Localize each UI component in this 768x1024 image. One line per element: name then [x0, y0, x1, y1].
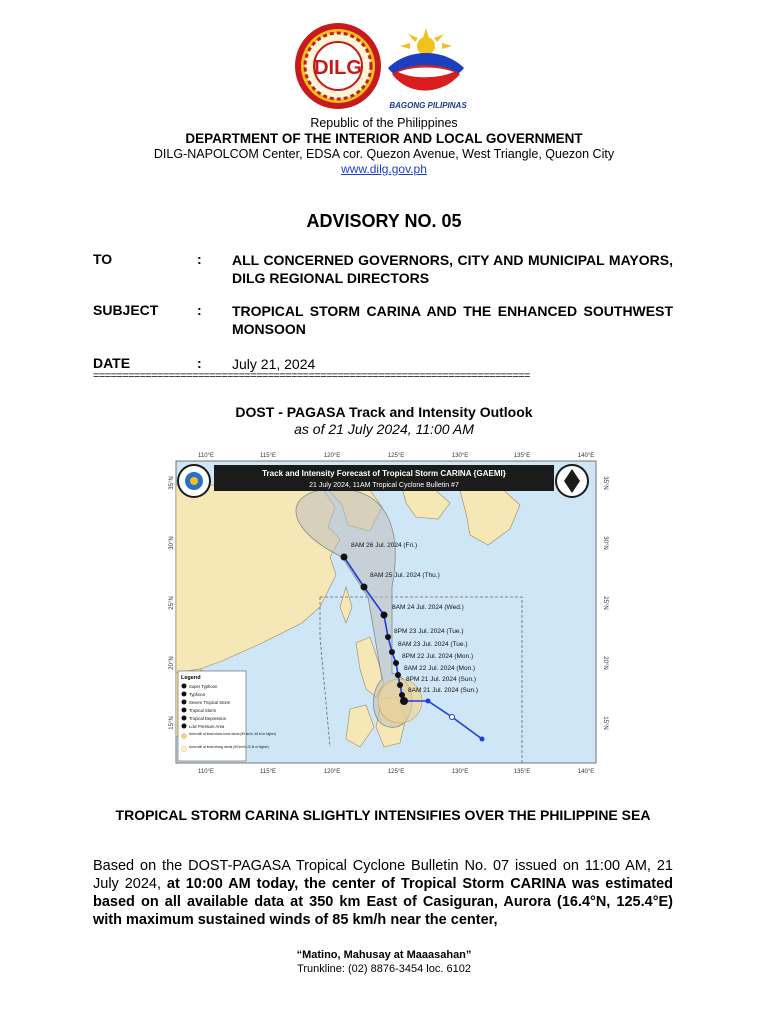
- svg-text:135°E: 135°E: [513, 769, 531, 775]
- svg-text:8AM 23 Jul. 2024 (Tue.): 8AM 23 Jul. 2024 (Tue.): [398, 641, 468, 648]
- storm-headline: TROPICAL STORM CARINA SLIGHTLY INTENSIFIES OVER THE PHILIPPINE SEA: [115, 807, 651, 823]
- past-point: [426, 699, 431, 704]
- to-colon: :: [197, 251, 202, 267]
- legend-title: Legend: [181, 675, 201, 681]
- advisory-title: ADVISORY NO. 05: [306, 211, 462, 231]
- svg-text:20°N: 20°N: [602, 656, 608, 670]
- svg-text:125°E: 125°E: [387, 453, 405, 459]
- pagasa-logo: [178, 465, 210, 497]
- logo-area: [0, 22, 768, 117]
- separator-rule: ===========================================================================: [93, 370, 530, 382]
- bagong-pilipinas-logo: [378, 28, 474, 104]
- subject-label: SUBJECT: [93, 302, 159, 318]
- svg-text:8PM 23 Jul. 2024 (Tue.): 8PM 23 Jul. 2024 (Tue.): [394, 628, 464, 635]
- svg-text:120°E: 120°E: [323, 453, 341, 459]
- outlook-heading: [0, 404, 768, 438]
- dost-logo: [556, 465, 588, 497]
- website-link[interactable]: www.dilg.gov.ph: [341, 162, 427, 176]
- legend-wind-note: Area with at least strong winds (39 km/h, 22 kt or higher): [189, 745, 269, 749]
- republic-line: Republic of the Philippines: [310, 116, 458, 130]
- bagong-pilipinas-text: BAGONG PILIPINAS: [389, 101, 467, 110]
- outlook-subtitle: as of 21 July 2024, 11:00 AM: [294, 421, 474, 437]
- footer-trunkline: Trunkline: (02) 8876-3454 loc. 6102: [297, 963, 471, 975]
- svg-text:35°N: 35°N: [169, 476, 175, 490]
- para-normal: Based on the DOST-PAGASA Tropical Cyclone Bulletin No. 07 issued on 11:00 AM, 21 July 2024,: [93, 858, 673, 892]
- dilg-seal-logo: [294, 22, 382, 110]
- legend-item: Tropical Storm: [189, 708, 217, 713]
- to-value: ALL CONCERNED GOVERNORS, CITY AND MUNICIPAL MAYORS, DILG REGIONAL DIRECTORS: [232, 252, 673, 286]
- svg-text:8PM 21 Jul. 2024 (Sun.): 8PM 21 Jul. 2024 (Sun.): [406, 676, 477, 683]
- svg-text:8AM 24 Jul. 2024 (Wed.): 8AM 24 Jul. 2024 (Wed.): [392, 604, 464, 611]
- legend-item: Low Pressure Area: [189, 724, 225, 729]
- department-name: DEPARTMENT OF THE INTERIOR AND LOCAL GOVERNMENT: [185, 131, 583, 146]
- svg-text:125°E: 125°E: [387, 769, 405, 775]
- past-point: [480, 737, 485, 742]
- past-point: [450, 715, 455, 720]
- address-line: DILG-NAPOLCOM Center, EDSA cor. Quezon Avenue, West Triangle, Quezon City: [153, 147, 615, 161]
- svg-text:115°E: 115°E: [260, 769, 276, 775]
- svg-text:8AM 22 Jul. 2024 (Mon.): 8AM 22 Jul. 2024 (Mon.): [404, 665, 476, 672]
- svg-text:8PM 22 Jul. 2024 (Mon.): 8PM 22 Jul. 2024 (Mon.): [402, 653, 474, 660]
- svg-text:DILG: DILG: [314, 57, 362, 79]
- svg-text:140°E: 140°E: [577, 769, 595, 775]
- footer-motto: “Matino, Mahusay at Maaasahan”: [296, 949, 472, 961]
- svg-text:8AM 25 Jul. 2024 (Thu.): 8AM 25 Jul. 2024 (Thu.): [370, 572, 440, 579]
- to-label: TO: [93, 251, 113, 267]
- bulletin-paragraph: [93, 857, 673, 929]
- svg-text:15°N: 15°N: [169, 716, 175, 730]
- svg-text:30°N: 30°N: [169, 536, 175, 550]
- subject-value: TROPICAL STORM CARINA AND THE ENHANCED SOUTHWEST MONSOON: [232, 303, 673, 337]
- letterhead: [0, 116, 768, 177]
- legend-item: Super Typhoon: [189, 684, 218, 689]
- svg-text:130°E: 130°E: [451, 769, 469, 775]
- svg-text:8AM 21 Jul. 2024 (Sun.): 8AM 21 Jul. 2024 (Sun.): [408, 687, 479, 694]
- svg-text:115°E: 115°E: [260, 453, 276, 459]
- svg-text:130°E: 130°E: [451, 453, 469, 459]
- svg-text:20°N: 20°N: [169, 656, 175, 670]
- svg-text:25°N: 25°N: [169, 596, 175, 610]
- legend-item: Severe Tropical Storm: [189, 700, 231, 705]
- legend-item: Tropical Depression: [189, 716, 227, 721]
- date-label: DATE: [93, 355, 131, 371]
- legend-wind-note: Area with at least storm-force winds (89 km/h, 48 kt or higher): [189, 732, 276, 736]
- svg-text:135°E: 135°E: [513, 453, 531, 459]
- svg-text:110°E: 110°E: [198, 453, 214, 459]
- svg-text:120°E: 120°E: [323, 769, 341, 775]
- svg-text:8AM 26 Jul. 2024 (Fri.): 8AM 26 Jul. 2024 (Fri.): [351, 542, 418, 549]
- para-bold: at 10:00 AM today, the center of Tropical Storm CARINA was estimated based on all available data at 350 km East of Casiguran, Aurora (16.4°N, 125.4°E) with maximum sustained winds of 85 km/h near the center,: [93, 876, 673, 928]
- map-banner-title: Track and Intensity Forecast of Tropical Storm CARINA {GAEMI}: [262, 469, 506, 478]
- svg-text:110°E: 110°E: [198, 769, 214, 775]
- date-colon: :: [197, 355, 202, 371]
- svg-text:140°E: 140°E: [577, 453, 595, 459]
- footer: [0, 948, 768, 976]
- svg-text:15°N: 15°N: [602, 716, 608, 730]
- svg-text:35°N: 35°N: [602, 476, 608, 490]
- svg-text:25°N: 25°N: [602, 596, 608, 610]
- subject-colon: :: [197, 302, 202, 318]
- legend-item: Typhoon: [189, 692, 206, 697]
- map-banner-subtitle: 21 July 2024, 11AM Tropical Cyclone Bulletin #7: [309, 482, 459, 489]
- svg-text:30°N: 30°N: [602, 536, 608, 550]
- track-forecast-map: [170, 447, 610, 779]
- date-value: July 21, 2024: [232, 356, 316, 372]
- outlook-title: DOST - PAGASA Track and Intensity Outlook: [235, 404, 533, 420]
